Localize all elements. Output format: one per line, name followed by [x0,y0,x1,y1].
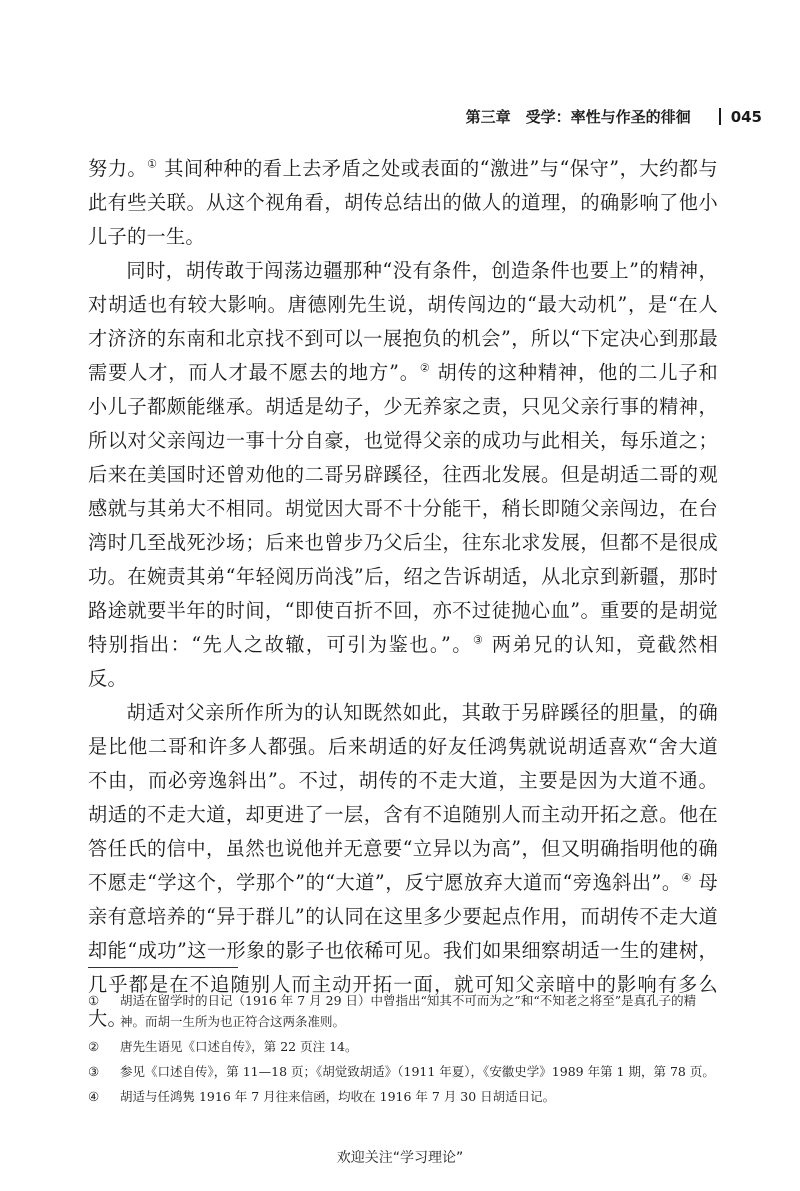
footnote-reference[interactable]: ③ [472,633,485,647]
footnotes [88,990,718,1111]
page-footer: 欢迎关注“学习理论” [336,1150,464,1166]
footnote-mark: ① [88,993,100,1008]
paragraph-text: 胡适对父亲所作所为的认知既然如此，其敢于另辟蹊径的胆量，的确是比他二哥和许多人都强。后来胡适的好友任鸿隽就说胡适喜欢“舍大道不由，而必旁逸斜出”。不过，胡传的不走大道，主要是因为大道不通。胡适的不走大道，却更进了一层，含有不追随别人而主动开拓之意。他在答任氏的信中，虽然也说他并无意要“立异以为高”，但又明确指明他的确不愿走“学这个，学那个”的“大道”，反宁愿放弃大道而“旁逸斜出”。 [88,701,718,894]
paragraph [88,152,718,254]
footnote-mark: ② [88,1039,100,1054]
footnote-mark: ④ [88,1089,100,1104]
footnote-text: 胡适在留学时的日记（1916 年 7 月 29 日）中曾指出“知其不可而为之”和“不知老之将至”是真孔子的精神。而胡一生所为也正符合这两条准则。 [120,993,697,1029]
footnote [88,990,718,1032]
chapter-title: 第三章 受学：率性与作圣的徘徊 [465,108,691,126]
paragraph-text: 胡传的这种精神，他的二儿子和小儿子都颇能继承。胡适是幼子，少无养家之责，只见父亲行事的精神，所以对父亲闯边一事十分自豪，也觉得父亲的成功与此相关，每乐道之；后来在美国时还曾劝他的二哥另辟蹊径，往西北发展。但是胡适二哥的观感就与其弟大不相同。胡觉因大哥不十分能干，稍长即随父亲闯边，在台湾时几至战死沙场；后来也曾步乃父后尘，往东北求发展，但都不是很成功。在婉责其弟“年轻阅历尚浅”后，绍之告诉胡适，从北京到新疆，那时路途就要半年的时间，“即使百折不回，亦不过徒抛心血”。重要的是胡觉特别指出：“先人之故辙，可引为鉴也。”。 [88,361,718,656]
paragraph-text: 母亲有意培养的“异于群儿”的认同在这里多少要起点作用，而胡传不走大道却能“成功”这一形象的影子也依稀可见。我们如果细察胡适一生的建树，几乎都是在不追随别人而主动开拓一面，就可知父亲暗中的影响有多么大。 [88,871,718,1030]
paragraph-text: 两弟兄的认知，竟截然相反。 [88,633,718,690]
page-number: 045 [730,107,762,126]
running-header [466,106,762,127]
paragraph-text: 其间种种的看上去矛盾之处或表面的“激进”与“保守”，大约都与此有些关联。从这个视角看，胡传总结出的做人的道理，的确影响了他小儿子的一生。 [88,157,718,248]
footnote-mark: ③ [88,1064,100,1079]
footnote-text: 唐先生语见《口述自传》，第 22 页注 14。 [120,1039,358,1054]
footnote-reference[interactable]: ① [147,157,158,171]
footnote [88,1036,718,1057]
footnote-text: 参见《口述自传》，第 11—18 页；《胡觉致胡适》（1911 年夏），《安徽史学》1989 年第 1 期，第 78 页。 [120,1064,715,1079]
header-separator [719,108,721,125]
footnote-text: 胡适与任鸿隽 1916 年 7 月往来信函，均收在 1916 年 7 月 30 日胡适日记。 [120,1089,556,1104]
footnote-reference[interactable]: ② [419,361,431,375]
paragraph [88,254,718,696]
footnote-reference[interactable]: ④ [681,871,692,885]
footnote-rule [88,967,238,968]
paragraph-text: 同时，胡传敢于闯荡边疆那种“没有条件，创造条件也要上”的精神，对胡适也有较大影响。唐德刚先生说，胡传闯边的“最大动机”，是“在人才济济的东南和北京找不到可以一展抱负的机会”，所以“下定决心到那最需要人才，而人才最不愿去的地方”。 [88,259,718,384]
footnote [88,1086,718,1107]
body-text [88,152,718,1036]
paragraph [88,696,718,1036]
paragraph-text: 努力。 [88,157,148,180]
footnote [88,1061,718,1082]
